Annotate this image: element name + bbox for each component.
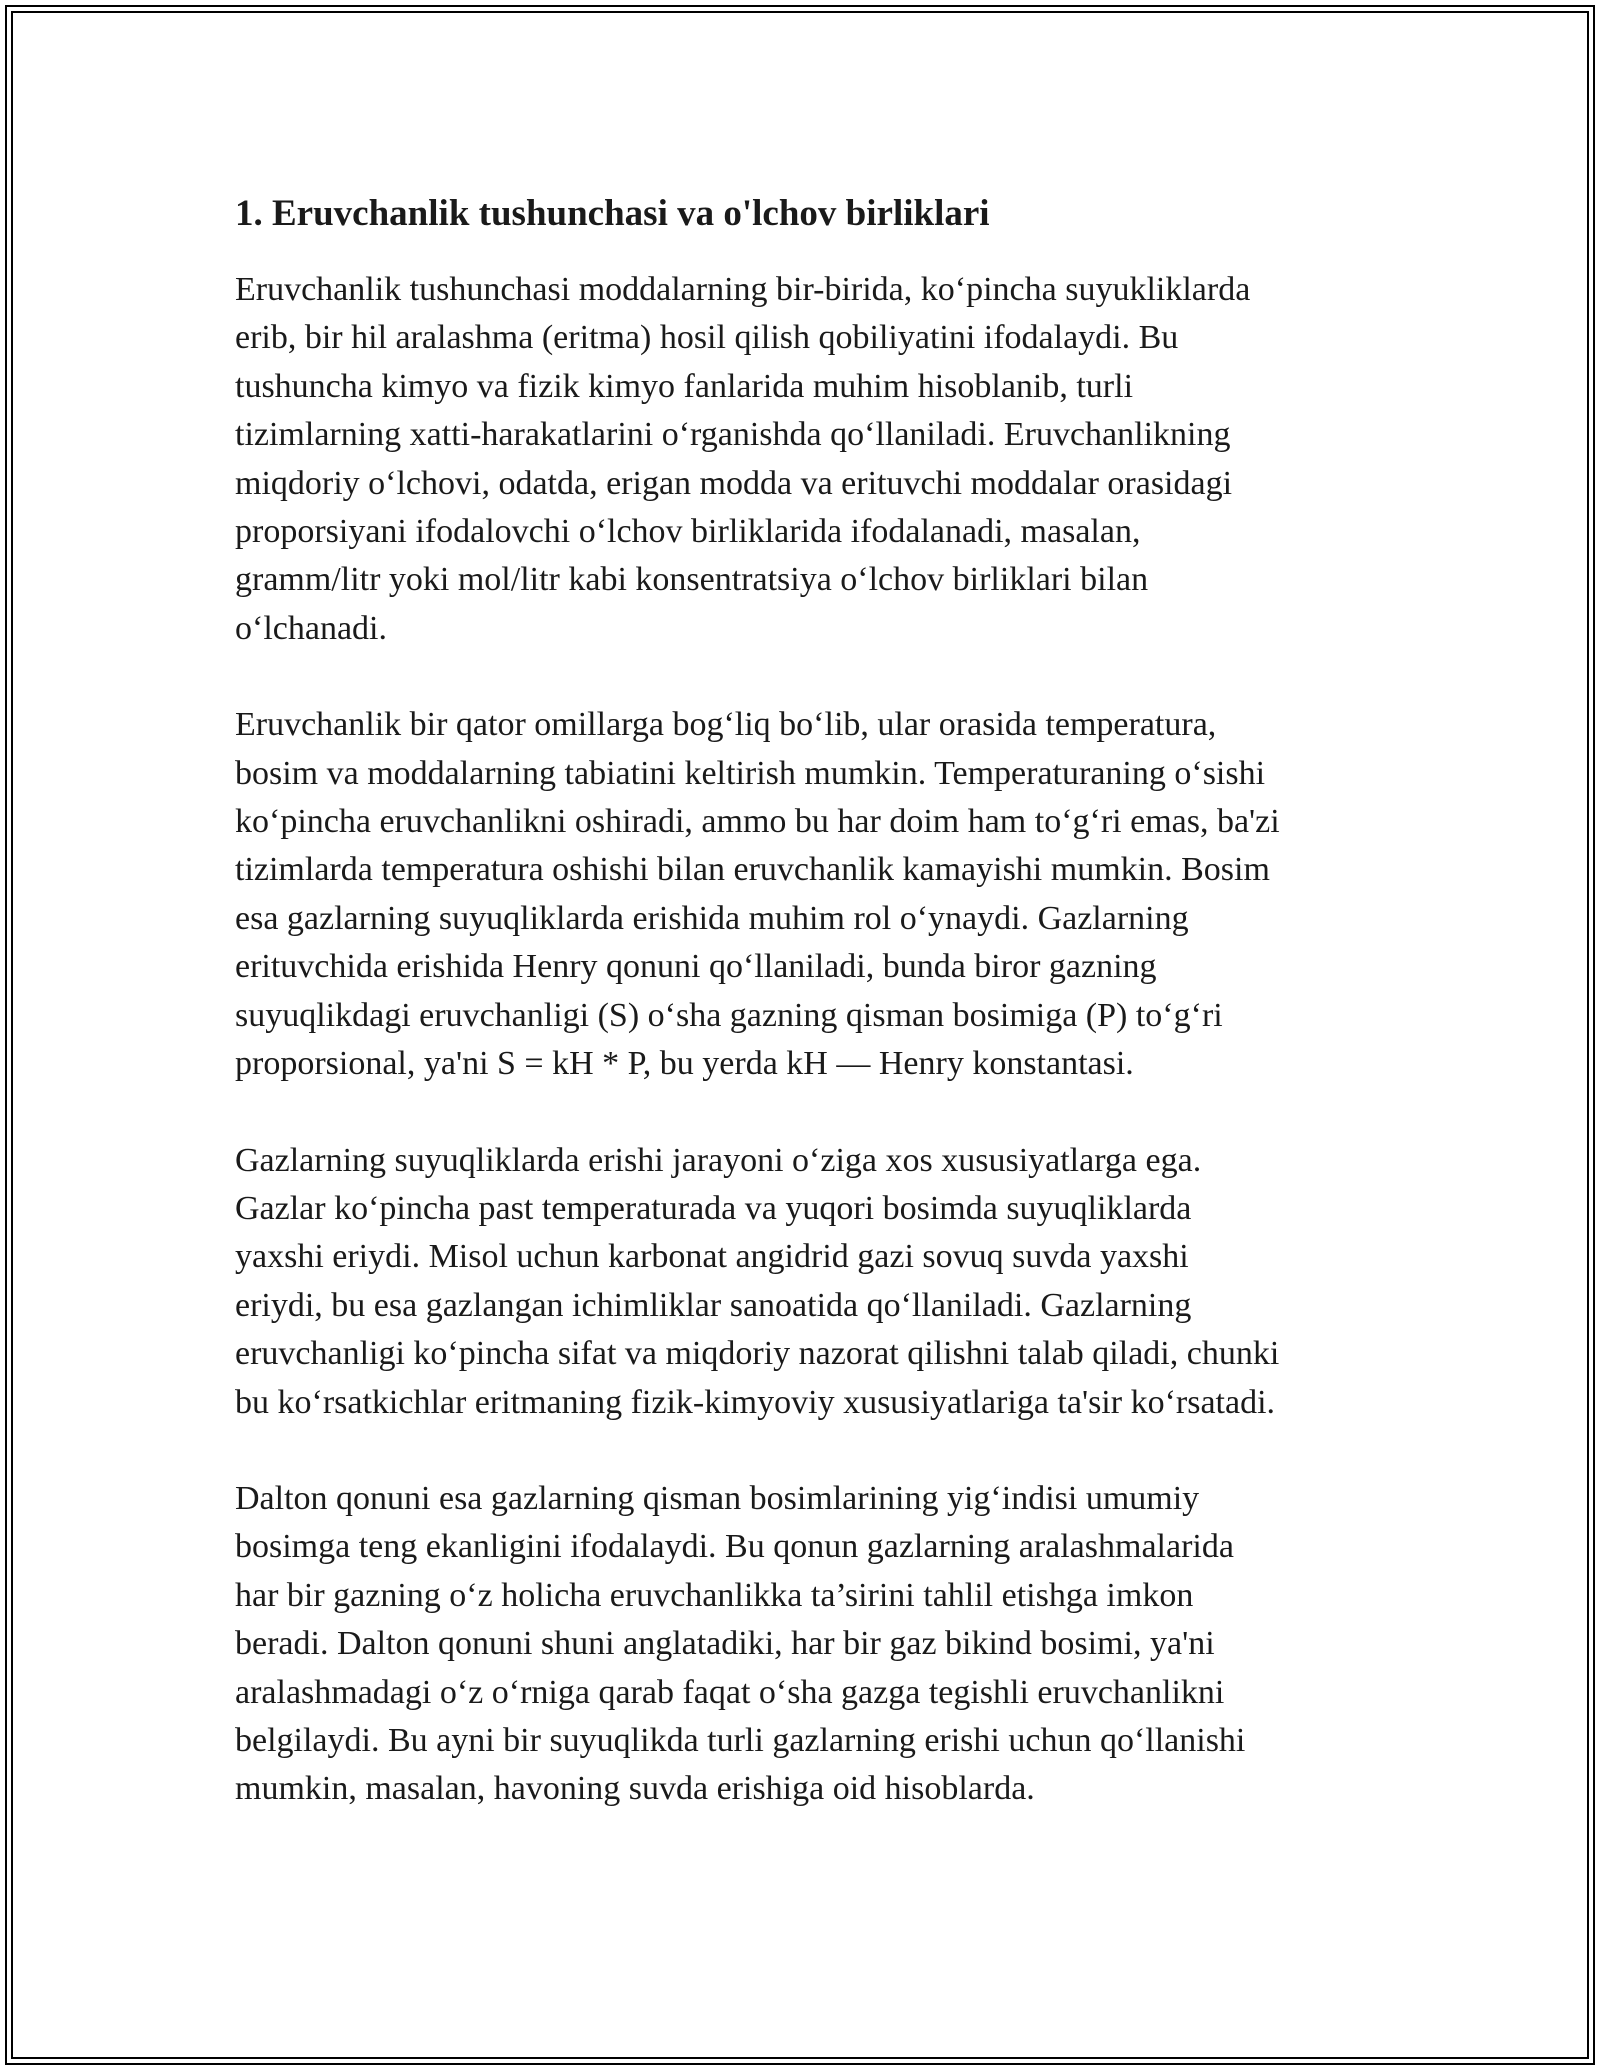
paragraph-solubility-factors: Eruvchanlik bir qator omillarga bogʻliq boʻlib, ular orasida temperatura, bosim va moddalarning tabiatini keltirish mumkin. Temperaturaning oʻsishi koʻpincha eruvchanlikni oshiradi, ammo bu har doim ham toʻgʻri emas, ba'zi tizimlarda temperatura oshishi bilan eruvchanlik kamayishi mumkin. Bosim esa gazlarning suyuqliklarda erishida muhim rol oʻynaydi. Gazlarning erituvchida erishida Henry qonuni qoʻllaniladi, bunda biror gazning suyuqlikdagi eruvchanligi (S) oʻsha gazning qisman bosimiga (P) toʻgʻri proporsional, ya'ni S = kH * P, bu yerda kH — Henry konstantasi.	[235, 706, 1280, 1083]
section-heading: 1. Eruvchanlik tushunchasi va o'lchov birliklari	[235, 193, 990, 234]
paragraph-gas-dissolution: Gazlarning suyuqliklarda erishi jarayoni oʻziga xos xususiyatlarga ega. Gazlar koʻpincha past temperaturada va yuqori bosimda suyuqliklarda yaxshi eriydi. Misol uchun karbonat angidrid gazi sovuq suvda yaxshi eriydi, bu esa gazlangan ichimliklar sanoatida qoʻllaniladi. Gazlarning eruvchanligi koʻpincha sifat va miqdoriy nazorat qilishni talab qiladi, chunki bu koʻrsatkichlar eritmaning fizik-kimyoviy xususiyatlariga ta'sir koʻrsatadi.	[235, 1141, 1280, 1421]
paragraph-dalton-law: Dalton qonuni esa gazlarning qisman bosimlarining yigʻindisi umumiy bosimga teng ekanligini ifodalaydi. Bu qonun gazlarning aralashmalarida har bir gazning oʻz holicha eruvchanlikka ta’sirini tahlil etishga imkon beradi. Dalton qonuni shuni anglatadiki, har bir gaz bikind bosimi, ya'ni aralashmadagi oʻz oʻrniga qarab faqat oʻsha gazga tegishli eruvchanlikni belgilaydi. Bu ayni bir suyuqlikda turli gazlarning erishi uchun qoʻllanishi mumkin, masalan, havoning suvda erishiga oid hisoblarda.	[235, 1479, 1246, 1808]
paragraph-solubility-definition: Eruvchanlik tushunchasi moddalarning bir-birida, koʻpincha suyukliklarda erib, bir hil aralashma (eritma) hosil qilish qobiliyatini ifodalaydi. Bu tushuncha kimyo va fizik kimyo fanlarida muhim hisoblanib, turli tizimlarning xatti-harakatlarini oʻrganishda qoʻllaniladi. Eruvchanlikning miqdoriy oʻlchovi, odatda, erigan modda va erituvchi moddalar orasidagi proporsiyani ifodalovchi oʻlchov birliklarida ifodalanadi, masalan, gramm/litr yoki mol/litr kabi konsentratsiya oʻlchov birliklari bilan oʻlchanadi.	[235, 271, 1251, 647]
document-body	[235, 186, 1375, 1862]
